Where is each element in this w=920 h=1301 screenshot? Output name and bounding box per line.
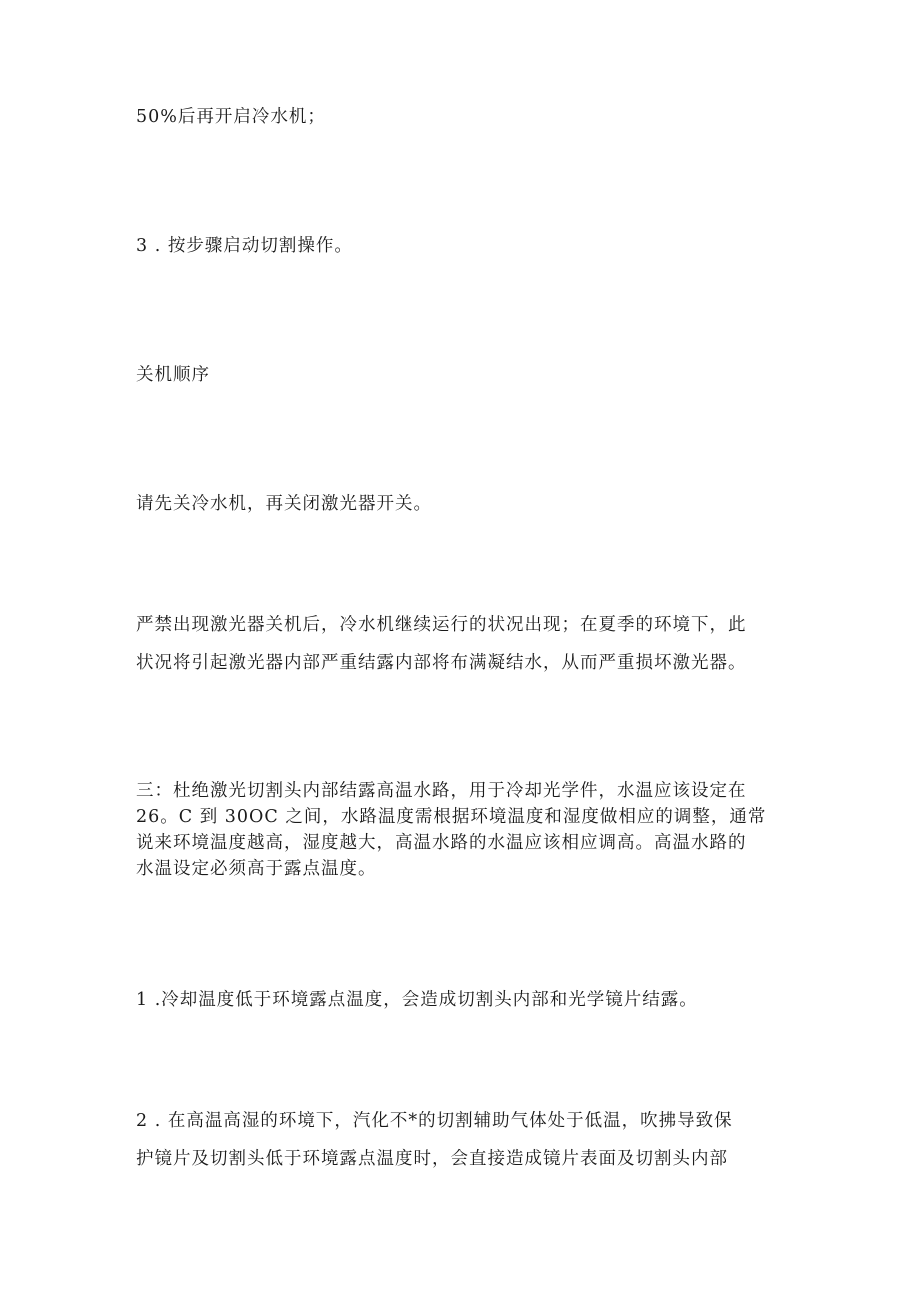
section-heading-shutdown — [136, 356, 796, 394]
text-line: 状况将引起激光器内部严重结露内部将布满凝结水，从而严重损坏激光器。 — [136, 653, 747, 673]
paragraph-section-3 — [136, 778, 796, 882]
text-line: 说来环境温度越高，湿度越大，高温水路的水温应该相应调高。高温水路的 — [136, 833, 747, 853]
heading-text: 关机顺序 — [136, 365, 210, 385]
paragraph-warning — [136, 606, 796, 682]
text-line: 护镜片及切割头低于环境露点温度时，会直接造成镜片表面及切割头内部 — [136, 1149, 728, 1169]
paragraph-step-3 — [136, 227, 796, 265]
text-line: 50%后再开启冷水机； — [136, 107, 326, 127]
paragraph-shutdown-order — [136, 485, 796, 523]
text-line: 26。C 到 30OC 之间，水路温度需根据环境温度和湿度做相应的调整，通常 — [136, 807, 767, 827]
text-line: 严禁出现激光器关机后，冷水机继续运行的状况出现；在夏季的环境下，此 — [136, 615, 747, 635]
paragraph-startup-tail — [136, 98, 796, 136]
text-line: 请先关冷水机，再关闭激光器开关。 — [136, 494, 432, 514]
paragraph-item-2 — [136, 1102, 796, 1178]
text-line: 2 . 在高温高湿的环境下，汽化不*的切割辅助气体处于低温，吹拂导致保 — [136, 1111, 733, 1131]
text-line: 3 . 按步骤启动切割操作。 — [136, 236, 353, 256]
text-line: 水温设定必须高于露点温度。 — [136, 859, 377, 879]
text-line: 三：杜绝激光切割头内部结露高温水路，用于冷却光学件，水温应该设定在 — [136, 781, 747, 801]
text-line: 1 .冷却温度低于环境露点温度，会造成切割头内部和光学镜片结露。 — [136, 990, 698, 1010]
paragraph-item-1 — [136, 981, 796, 1019]
